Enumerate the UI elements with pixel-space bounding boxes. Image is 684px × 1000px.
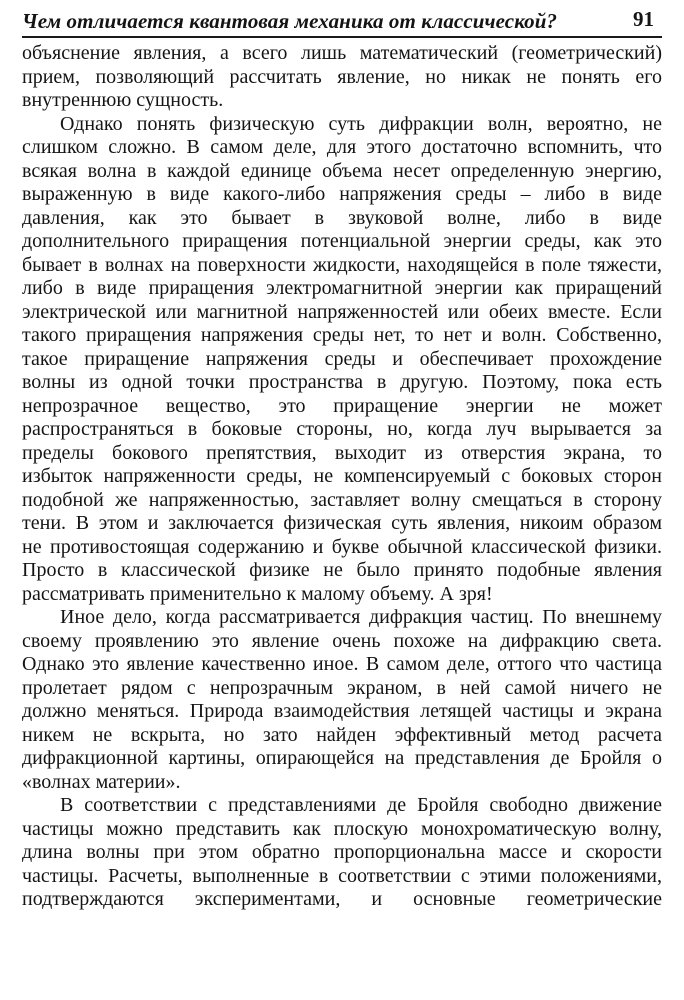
text-line: выраженную в виде какого-либо напряжения среды – либо в виде bbox=[22, 183, 662, 205]
text-line: объяснение явления, а всего лишь математический (геометрический) bbox=[22, 42, 662, 64]
text-line: Однако это явление качественно иное. В самом деле, оттого что частица bbox=[22, 653, 662, 675]
page-number: 91 bbox=[633, 7, 654, 31]
body-text bbox=[22, 42, 662, 912]
text-line: электрической или магнитной напряженностей или обеих вместе. Если bbox=[22, 300, 662, 323]
text-line: Однако понять физическую суть дифракции волн, вероятно, не bbox=[60, 112, 662, 135]
text-line: пролетает рядом с непрозрачным экраном, в ней самой ничего не bbox=[22, 676, 662, 699]
text-line: слишком сложно. В самом деле, для этого достаточно вспомнить, что bbox=[22, 136, 662, 158]
text-line: никем не вскрыта, но зато найден эффективный метод расчета bbox=[22, 723, 662, 746]
text-line: «волнах материи». bbox=[22, 770, 181, 793]
text-line: Иное дело, когда рассматривается дифракция частиц. По внешнему bbox=[60, 606, 662, 628]
text-line: распространяться в боковые стороны, но, когда луч вырывается за bbox=[22, 418, 662, 440]
text-line: дифракционной картины, опирающейся на представления де Бройля о bbox=[22, 747, 662, 769]
text-line: дополнительного приращения потенциальной энергии среды, как это bbox=[22, 230, 662, 252]
text-line: частицы можно представить как плоскую монохроматическую волну, bbox=[22, 817, 662, 840]
text-line: либо в виде приращения электромагнитной энергии как приращений bbox=[22, 277, 662, 299]
running-head bbox=[22, 4, 662, 38]
running-title: Чем отличается квантовая механика от классической? bbox=[22, 9, 558, 33]
text-line: всякая волна в каждой единице объема несет определенную энергию, bbox=[22, 159, 662, 182]
text-line: такого приращения напряжения среды нет, то нет и волн. Собственно, bbox=[22, 324, 662, 346]
text-line: длина волны при этом обратно пропорциональна массе и скорости bbox=[22, 841, 662, 863]
text-line: непрозрачное вещество, это приращение энергии не может bbox=[22, 394, 662, 417]
text-line: подобной же напряженностью, заставляет волну смещаться в сторону bbox=[22, 488, 662, 511]
text-line: рассматривать применительно к малому объему. А зря! bbox=[22, 582, 493, 605]
text-line: должно меняться. Природа взаимодействия летящей частицы и экрана bbox=[22, 700, 662, 722]
text-line: своему проявлению это явление очень похоже на дифракцию света. bbox=[22, 629, 662, 652]
text-line: Просто в классической физике не было принято подобные явления bbox=[22, 559, 662, 581]
text-line: подтверждаются экспериментами, и основные геометрические bbox=[22, 888, 662, 910]
text-line: бывает в волнах на поверхности жидкости, находящейся в поле тяжести, bbox=[22, 253, 662, 276]
text-line: избыток напряженности среды, не компенсируемый с боковых сторон bbox=[22, 465, 662, 487]
text-line: волны из одной точки пространства в другую. Поэтому, пока есть bbox=[22, 371, 662, 393]
text-line: не противостоящая содержанию и букве обычной классической физики. bbox=[22, 535, 662, 558]
text-line: такое приращение напряжения среды и обеспечивает прохождение bbox=[22, 347, 662, 370]
text-line: прием, позволяющий рассчитать явление, но никак не понять его bbox=[22, 65, 662, 88]
text-line: внутреннюю сущность. bbox=[22, 89, 224, 111]
text-line: пределы бокового препятствия, выходит из отверстия экрана, то bbox=[22, 441, 662, 464]
text-line: тени. В этом и заключается физическая суть явления, никоим образом bbox=[22, 512, 662, 534]
text-line: давления, как это бывает в звуковой волне, либо в виде bbox=[22, 206, 662, 229]
text-line: частицы. Расчеты, выполненные в соответствии с этими положениями, bbox=[22, 864, 662, 887]
text-line: В соответствии с представлениями де Бройля свободно движение bbox=[60, 794, 662, 816]
